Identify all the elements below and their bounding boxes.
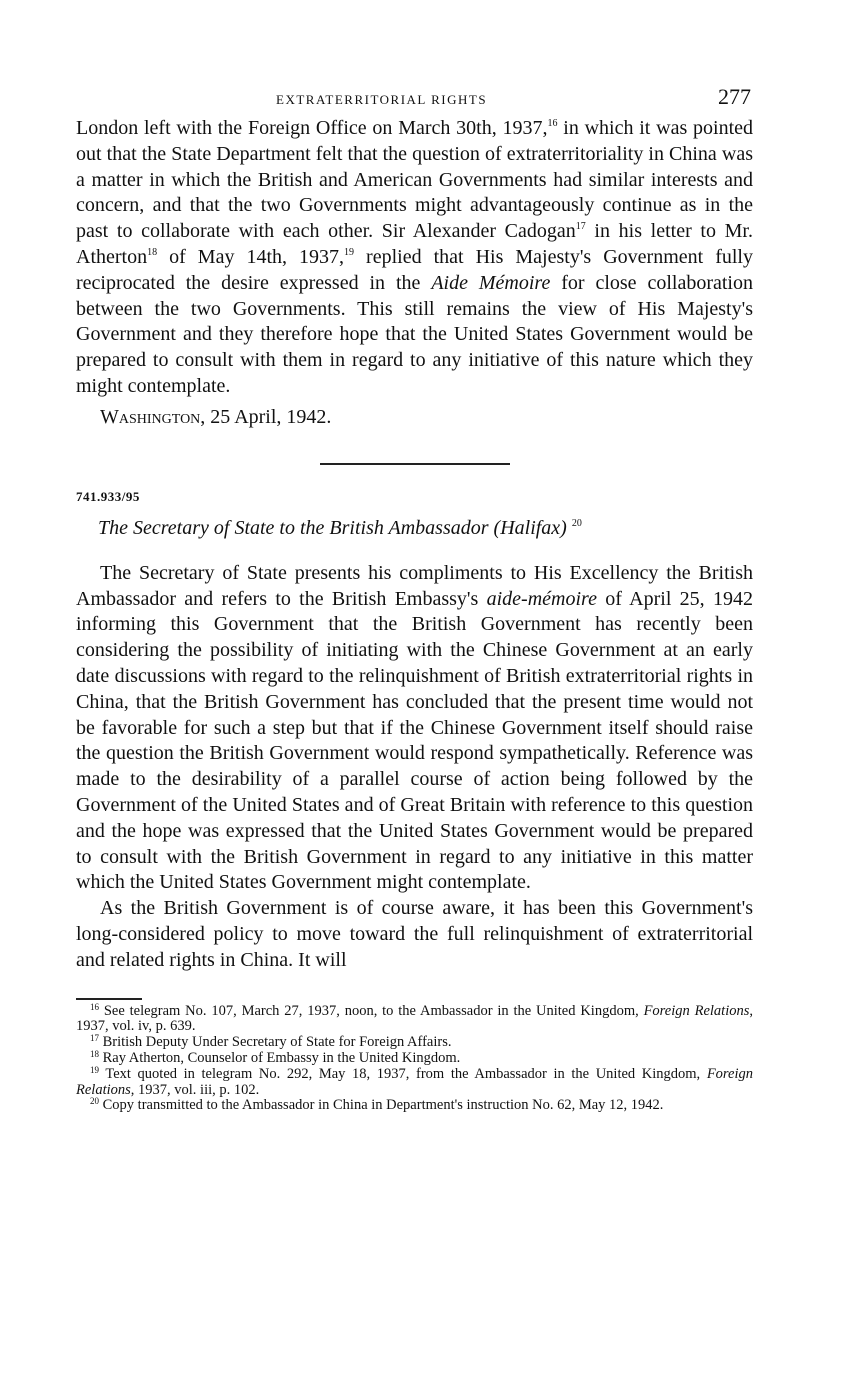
italic-term: Aide Mémoire <box>431 271 551 294</box>
paragraph-text: in his letter to Mr. Atherton <box>76 220 753 268</box>
dateline-date: , 25 April, 1942. <box>200 405 332 428</box>
body-paragraph: As the British Government is of course aware, it has been this Government's long-considered policy to move toward the full relinquishment of extraterritorial and related rights in China. It will <box>76 897 753 971</box>
footnote-text: , 1937, vol. iv, p. 639. <box>76 1002 753 1035</box>
paragraph-text: replied that His Majesty's Government fully reciprocated the desire expressed in the <box>76 245 753 294</box>
italic-term: aide-mémoire <box>486 587 597 610</box>
footnote-number: 18 <box>90 1048 99 1059</box>
paragraph-text: for close collaboration between the two Governments. This still remains the view of His Majesty's Government and they therefore hope that the United States Government would be prepared to consult with them in regard to any initiative of this nature which they might contemplate. <box>76 271 753 397</box>
body-paragraph <box>76 561 753 896</box>
footnote-text: Text quoted in telegram No. 292, May 18, 1937, from the Ambassador in the United Kingdom, <box>99 1065 707 1082</box>
running-title: EXTRATERRITORIAL RIGHTS <box>276 92 488 107</box>
paragraph-text: of May 14th, 1937, <box>157 245 345 268</box>
page-body <box>76 84 753 1114</box>
footnotes <box>76 1001 753 1115</box>
continued-paragraph <box>76 116 753 400</box>
paragraph-text: The Secretary of State presents his compliments to His Excellency the British Ambassador and refers to the British Embassy's <box>76 561 753 610</box>
document-title <box>98 515 753 541</box>
dateline <box>76 404 753 430</box>
footnote-20 <box>76 1098 753 1114</box>
footnote-ref-17[interactable]: 17 <box>575 221 586 233</box>
footnote-ref-19[interactable]: 19 <box>344 246 355 258</box>
footnote-text: British Deputy Under Secretary of State for Foreign Affairs. <box>99 1034 452 1051</box>
footnote-italic: Foreign Relations <box>643 1002 750 1019</box>
paragraph-text: in which it was pointed out that the State Department felt that the question of extraterritoriality in China was a matter in which the British and American Governments had similar interests and concern, and that the two Governments might advantageously continue as in the past to collaborate with each other. Sir Alexander Cadogan <box>76 117 754 243</box>
file-number: 741.933/95 <box>76 488 140 504</box>
document-title-text: The Secretary of State to the British Ambassador (Halifax) <box>98 516 567 539</box>
footnote-ref-18[interactable]: 18 <box>147 246 158 258</box>
second-document <box>76 561 753 974</box>
footnote-text: , 1937, vol. iii, p. 102. <box>130 1081 260 1098</box>
footnote-19 <box>76 1064 753 1099</box>
footnote-ref-20[interactable]: 20 <box>571 517 582 529</box>
section-divider <box>320 463 510 465</box>
footnote-18 <box>76 1048 753 1067</box>
footnote-text: Copy transmitted to the Ambassador in China in Department's instruction No. 62, May 12, 1942. <box>99 1097 664 1114</box>
footnote-rule <box>76 998 142 1000</box>
running-head <box>76 84 753 116</box>
footnote-ref-16[interactable]: 16 <box>547 118 558 129</box>
paragraph-text: of April 25, 1942 informing this Government that the British Government has recently been considering the possibility of initiating with the Chinese Government at an early date discussions with regard to the relinquishment of British extraterritorial rights in China, that the British Government has concluded that the present time would not be favorable for such a step but that if the Chinese Government itself should raise the question the British Government would respond sympathetically. Reference was made to the desirability of a parallel course of action being followed by the Government of the United States and of Great Britain with reference to this question and the hope was expressed that the United States Government would be prepared to consult with the British Government in regard to any initiative in this matter which the United States Government might contemplate. <box>76 587 753 894</box>
page-number: 277 <box>718 84 751 109</box>
footnote-number: 16 <box>90 1001 99 1012</box>
footnote-17 <box>76 1035 753 1051</box>
footnote-number: 20 <box>90 1096 99 1107</box>
footnote-16 <box>76 1001 753 1036</box>
dateline-place: Washington <box>100 405 201 428</box>
footnote-text: Ray Atherton, Counselor of Embassy in the United Kingdom. <box>99 1049 461 1066</box>
footnote-number: 19 <box>90 1064 99 1075</box>
footnote-number: 17 <box>90 1033 99 1044</box>
footnote-text: See telegram No. 107, March 27, 1937, noon, to the Ambassador in the United Kingdom, <box>99 1002 644 1019</box>
paragraph-text: London left with the Foreign Office on March 30th, 1937, <box>76 117 548 139</box>
footnote-italic: Foreign Relations <box>76 1065 753 1098</box>
